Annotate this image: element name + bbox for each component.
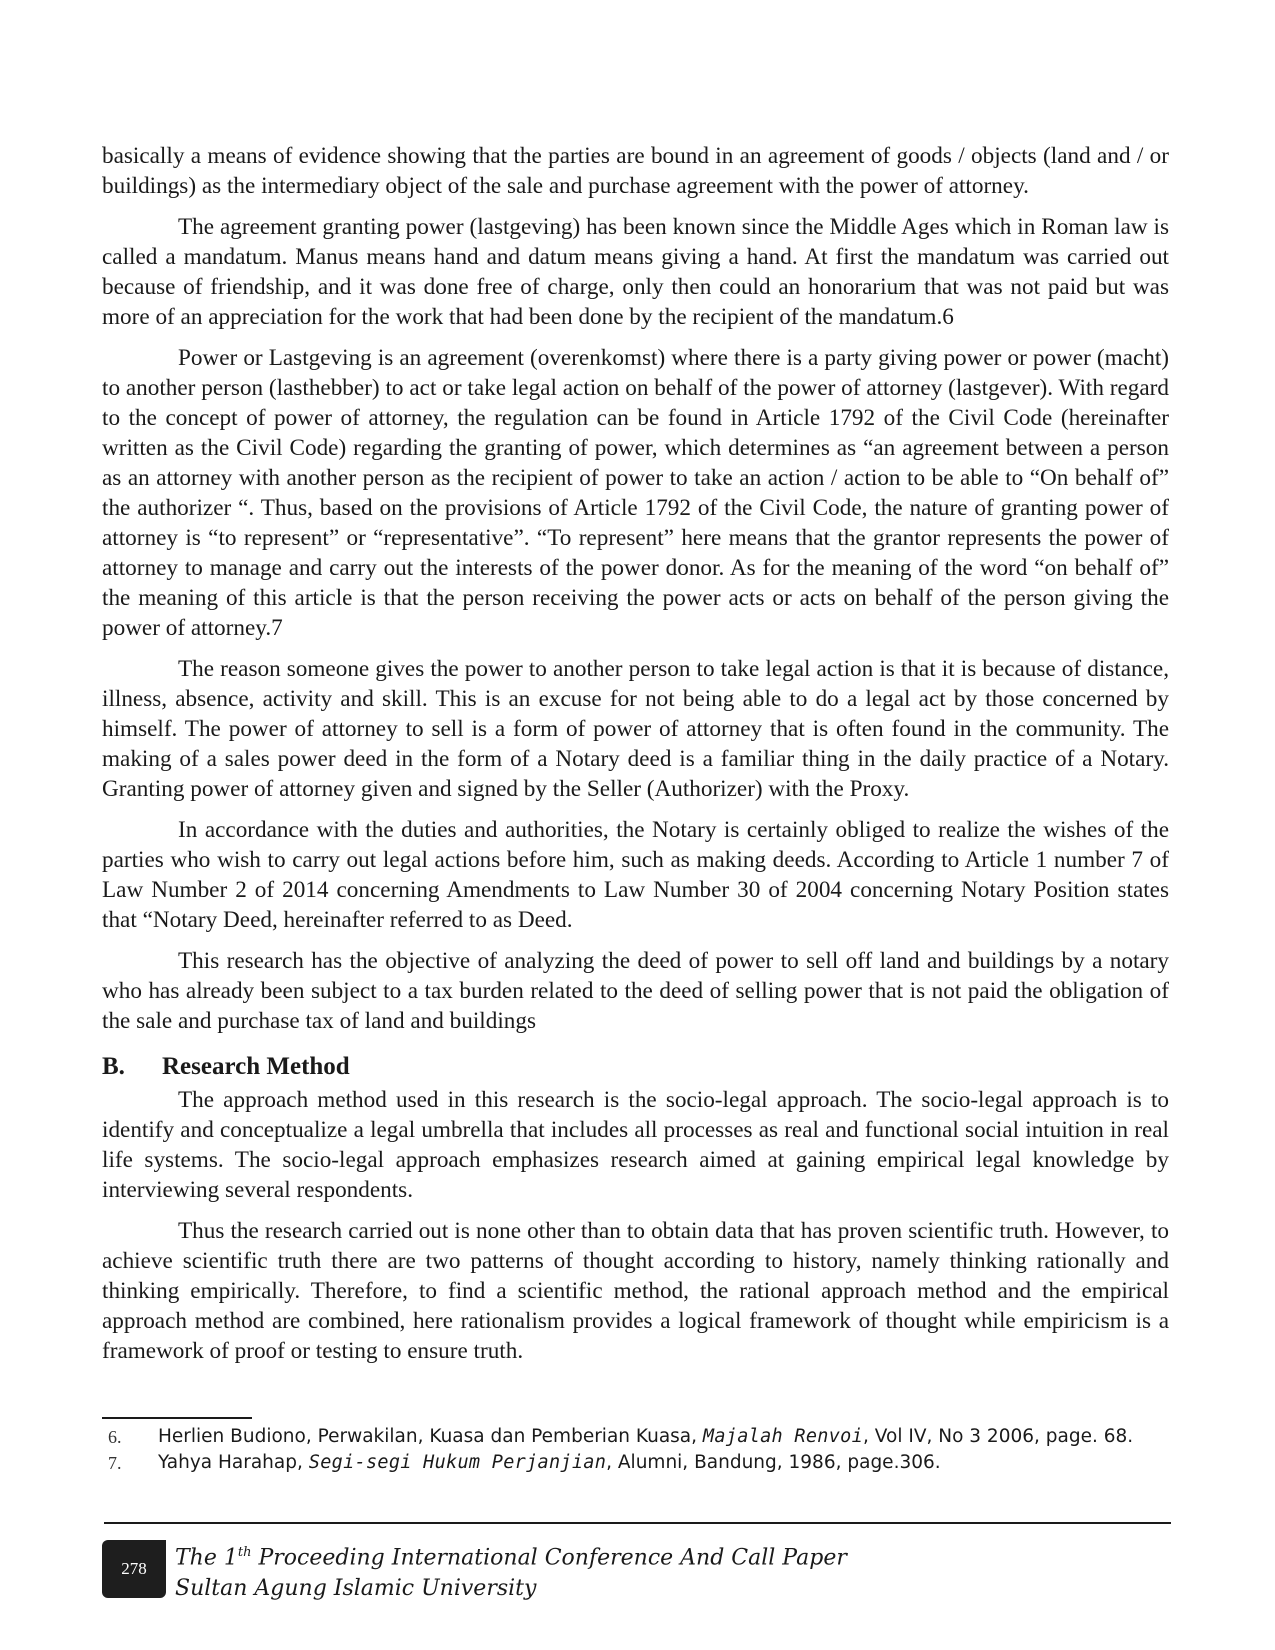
footnote-author: Yahya Harahap, — [158, 1452, 309, 1473]
section-heading — [102, 1051, 1169, 1083]
footer-line-1 — [175, 1537, 847, 1573]
page-number: 278 — [121, 1559, 147, 1578]
main-text — [102, 141, 1169, 1377]
footer-conference-prefix: The 1 — [175, 1545, 238, 1571]
paragraph: Power or Lastgeving is an agreement (overenkomst) where there is a party giving power or power (macht) to another person (lasthebber) to act or take legal action on behalf of the power of attorney (lastgever). With regard to the concept of power of attorney, the regulation can be found in Article 1792 of the Civil Code (hereinafter written as the Civil Code) regarding the granting of power, which determines as “an agreement between a person as an attorney with another person as the recipient of power to take an action / action to be able to “On behalf of” the authorizer “. Thus, based on the provisions of Article 1792 of the Civil Code, the nature of granting power of attorney is “to represent” or “representative”. “To represent” here means that the grantor represents the power of attorney to manage and carry out the interests of the power donor. As for the meaning of the word “on behalf of” the meaning of this article is that the person receiving the power acts or acts on behalf of the person giving the power of attorney.7 — [102, 345, 1169, 641]
footnote-number: 7. — [108, 1453, 122, 1473]
footer-divider — [104, 1522, 1171, 1524]
footnotes — [108, 1425, 1173, 1477]
page-number-badge — [102, 1540, 166, 1598]
footer-line-2: Sultan Agung Islamic University — [175, 1576, 537, 1602]
footer-ordinal-suffix: th — [237, 1545, 252, 1560]
footnote-number: 6. — [108, 1427, 122, 1447]
section-title: Research Method — [162, 1053, 350, 1080]
paragraph: This research has the objective of analyzing the deed of power to sell off land and buildings by a notary who has already been subject to a tax burden related to the deed of selling power that is not paid the obligation of the sale and purchase tax of land and buildings — [102, 948, 1169, 1034]
footnote — [108, 1425, 1173, 1449]
paragraph: Thus the research carried out is none other than to obtain data that has proven scientific truth. However, to achieve scientific truth there are two patterns of thought according to history, namely thinking rationally and thinking empirically. Therefore, to find a scientific method, the rational approach method and the empirical approach method are combined, here rationalism provides a logical framework of thought while empiricism is a framework of proof or testing to ensure truth. — [102, 1218, 1169, 1364]
footnote-author: Herlien Budiono, Perwakilan, Kuasa dan Pemberian Kuasa, — [158, 1426, 703, 1447]
footnote-source: Segi-segi Hukum Perjanjian — [308, 1452, 607, 1473]
footnote-divider — [102, 1417, 252, 1419]
section-number: B. — [102, 1053, 125, 1080]
footnote-source: Majalah Renvoi — [702, 1426, 864, 1447]
footnote-text — [158, 1425, 1173, 1449]
paragraph: The agreement granting power (lastgeving) has been known since the Middle Ages which in Roman law is called a mandatum. Manus means hand and datum means giving a hand. At first the mandatum was carried out because of friendship, and it was done free of charge, only then could an honorarium that was not paid but was more of an appreciation for the work that had been done by the recipient of the mandatum.6 — [102, 214, 1169, 330]
running-footer — [175, 1537, 847, 1604]
footnote-text — [158, 1451, 1173, 1475]
footnote-details: , Vol IV, No 3 2006, page. 68. — [863, 1426, 1134, 1447]
paragraph: The approach method used in this research is the socio-legal approach. The socio-legal approach is to identify and conceptualize a legal umbrella that includes all processes as real and functional social intuition in real life systems. The socio-legal approach emphasizes research aimed at gaining empirical legal knowledge by interviewing several respondents. — [102, 1087, 1169, 1203]
paragraph: In accordance with the duties and authorities, the Notary is certainly obliged to realize the wishes of the parties who wish to carry out legal actions before him, such as making deeds. According to Article 1 number 7 of Law Number 2 of 2014 concerning Amendments to Law Number 30 of 2004 concerning Notary Position states that “Notary Deed, hereinafter referred to as Deed. — [102, 817, 1169, 933]
footnote — [108, 1451, 1173, 1475]
footer-conference-title: Proceeding International Conference And Call Paper — [251, 1545, 847, 1571]
footnote-details: , Alumni, Bandung, 1986, page.306. — [606, 1452, 941, 1473]
paragraph: basically a means of evidence showing that the parties are bound in an agreement of goods / objects (land and / or buildings) as the intermediary object of the sale and purchase agreement with the power of attorney. — [102, 143, 1169, 199]
paragraph: The reason someone gives the power to another person to take legal action is that it is because of distance, illness, absence, activity and skill. This is an excuse for not being able to do a legal act by those concerned by himself. The power of attorney to sell is a form of power of attorney that is often found in the community. The making of a sales power deed in the form of a Notary deed is a familiar thing in the daily practice of a Notary. Granting power of attorney given and signed by the Seller (Authorizer) with the Proxy. — [102, 656, 1169, 802]
